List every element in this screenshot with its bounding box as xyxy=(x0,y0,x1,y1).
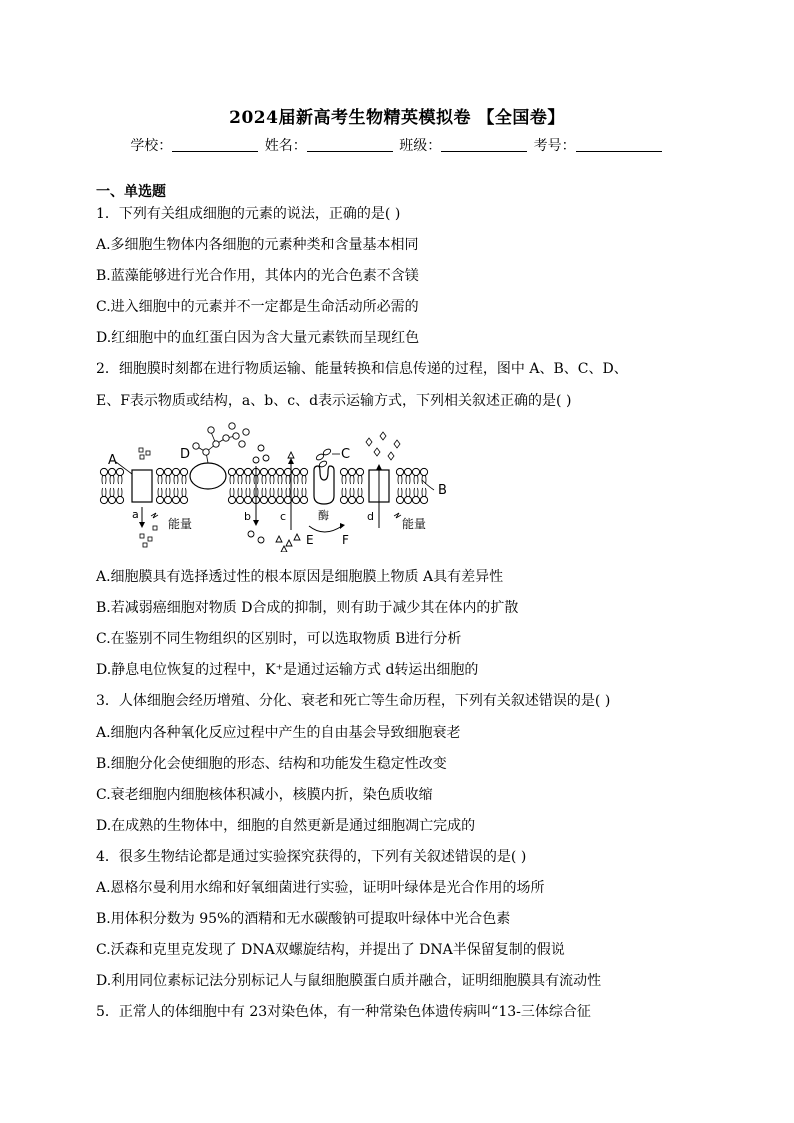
question-1-option-c: C.进入细胞中的元素并不一定都是生命活动所必需的 xyxy=(96,299,419,315)
label-c-lower: c xyxy=(280,510,287,523)
question-1-option-b: B.蓝藻能够进行光合作用，其体内的光合色素不含镁 xyxy=(96,268,419,284)
phospholipid-outer xyxy=(156,468,163,484)
phospholipid-inner xyxy=(276,488,283,504)
phospholipid-outer xyxy=(236,468,243,484)
phospholipid-inner xyxy=(236,488,243,504)
phospholipid-outer xyxy=(268,468,275,484)
phospholipid-outer xyxy=(340,468,347,484)
phospholipid-inner xyxy=(180,488,187,504)
question-4-option-d: D.利用同位素标记法分别标记人与鼠细胞膜蛋白质并融合，证明细胞膜具有流动性 xyxy=(96,973,602,989)
label-d-lower: d xyxy=(367,510,374,523)
phospholipid-inner xyxy=(412,488,419,504)
phospholipid-outer xyxy=(108,468,115,484)
phospholipid-outer xyxy=(228,468,235,484)
phospholipid-outer xyxy=(116,468,123,484)
cell-membrane-diagram xyxy=(96,422,466,552)
phospholipid-inner xyxy=(300,488,307,504)
section-title: 一、单选题 xyxy=(96,184,166,200)
phospholipid-outer xyxy=(404,468,411,484)
phospholipid-inner xyxy=(244,488,251,504)
label-d: D xyxy=(180,447,191,462)
question-2-option-b: B.若减弱癌细胞对物质 D合成的抑制，则有助于减少其在体内的扩散 xyxy=(96,600,519,616)
question-3-option-d: D.在成熟的生物体中，细胞的自然更新是通过细胞凋亡完成的 xyxy=(96,818,476,834)
phospholipid-outer xyxy=(172,468,179,484)
exam-no-label: 考号： xyxy=(533,138,576,154)
energy-label-2: 能量 xyxy=(402,517,427,531)
question-1-option-a: A.多细胞生物体内各细胞的元素种类和含量基本相同 xyxy=(96,237,419,253)
phospholipid-outer xyxy=(180,468,187,484)
phospholipid-inner xyxy=(404,488,411,504)
phospholipid-inner xyxy=(292,488,299,504)
phospholipid-inner xyxy=(164,488,171,504)
question-2-stem: 2．细胞膜时刻都在进行物质运输、能量转换和信息传递的过程，图中 A、B、C、D、 xyxy=(96,361,628,377)
question-2-stem-continued: E、F表示物质或结构，a、b、c、d表示运输方式，下列相关叙述正确的是( ) xyxy=(96,393,572,409)
question-3-option-c: C.衰老细胞内细胞核体积减小，核膜内折，染色质收缩 xyxy=(96,787,433,803)
phospholipid-outer xyxy=(348,468,355,484)
question-3-option-b: B.细胞分化会使细胞的形态、结构和功能发生稳定性改变 xyxy=(96,756,447,772)
exam-no-blank[interactable] xyxy=(576,137,662,152)
phospholipid-inner xyxy=(116,488,123,504)
phospholipid-inner xyxy=(156,488,163,504)
school-label: 学校： xyxy=(130,138,173,154)
phospholipid-outer xyxy=(412,468,419,484)
question-3-option-a: A.细胞内各种氧化反应过程中产生的自由基会导致细胞衰老 xyxy=(96,725,461,741)
phospholipid-outer xyxy=(100,468,107,484)
label-c-upper: C xyxy=(341,447,351,462)
phospholipid-inner xyxy=(100,488,107,504)
enzyme-label: 酶 xyxy=(318,509,329,522)
question-5-stem: 5．正常人的体细胞中有 23对染色体，有一种常染色体遗传病叫“13-三体综合征 xyxy=(96,1004,591,1020)
receptor-c xyxy=(314,466,334,504)
phospholipid-inner xyxy=(340,488,347,504)
phospholipid-outer xyxy=(164,468,171,484)
phospholipid-outer xyxy=(300,468,307,484)
class-label: 班级： xyxy=(399,138,442,154)
question-4-option-c: C.沃森和克里克发现了 DNA双螺旋结构，并提出了 DNA半保留复制的假说 xyxy=(96,942,565,958)
name-blank[interactable] xyxy=(307,137,393,152)
question-3-stem: 3．人体细胞会经历增殖、分化、衰老和死亡等生命历程，下列有关叙述错误的是( ) xyxy=(96,693,611,709)
phospholipid-outer xyxy=(276,468,283,484)
name-label: 姓名： xyxy=(264,138,307,154)
question-4-option-a: A.恩格尔曼利用水绵和好氧细菌进行实验，证明叶绿体是光合作用的场所 xyxy=(96,880,545,896)
label-a-lower: a xyxy=(132,508,139,521)
label-b-upper: B xyxy=(438,483,447,498)
question-2-option-c: C.在鉴别不同生物组织的区别时，可以选取物质 B进行分析 xyxy=(96,631,462,647)
question-4-option-b: B.用体积分数为 95%的酒精和无水碳酸钠可提取叶绿体中光合色素 xyxy=(96,911,511,927)
label-f: F xyxy=(342,533,349,547)
phospholipid-inner xyxy=(172,488,179,504)
school-blank[interactable] xyxy=(172,137,258,152)
phospholipid-outer xyxy=(244,468,251,484)
question-2-option-d: D.静息电位恢复的过程中，K⁺是通过运输方式 d转运出细胞的 xyxy=(96,662,479,678)
phospholipid-inner xyxy=(108,488,115,504)
question-1-stem: 1．下列有关组成细胞的元素的说法，正确的是( ) xyxy=(96,206,401,222)
phospholipid-inner xyxy=(356,488,363,504)
phospholipid-outer xyxy=(292,468,299,484)
phospholipid-inner xyxy=(260,488,267,504)
student-info-row xyxy=(0,135,794,155)
label-e: E xyxy=(306,533,314,547)
phospholipid-outer xyxy=(260,468,267,484)
question-2-option-a: A.细胞膜具有选择透过性的根本原因是细胞膜上物质 A具有差异性 xyxy=(96,569,504,585)
glycoprotein-d xyxy=(190,463,226,489)
exam-title: 2024届新高考生物精英模拟卷 【全国卷】 xyxy=(229,108,565,128)
energy-label-1: 能量 xyxy=(168,517,193,531)
phospholipid-inner xyxy=(348,488,355,504)
question-4-stem: 4．很多生物结论都是通过实验探究获得的，下列有关叙述错误的是( ) xyxy=(96,849,527,865)
class-blank[interactable] xyxy=(441,137,527,152)
phospholipid-inner xyxy=(420,488,427,504)
phospholipid-inner xyxy=(268,488,275,504)
phospholipid-inner xyxy=(228,488,235,504)
phospholipid-outer xyxy=(396,468,403,484)
question-1-option-d: D.红细胞中的血红蛋白因为含大量元素铁而呈现红色 xyxy=(96,330,420,346)
phospholipid-outer xyxy=(356,468,363,484)
label-b-lower: b xyxy=(244,510,251,523)
label-a-upper: A xyxy=(108,453,117,468)
protein-a xyxy=(132,470,152,502)
phospholipid-inner xyxy=(396,488,403,504)
